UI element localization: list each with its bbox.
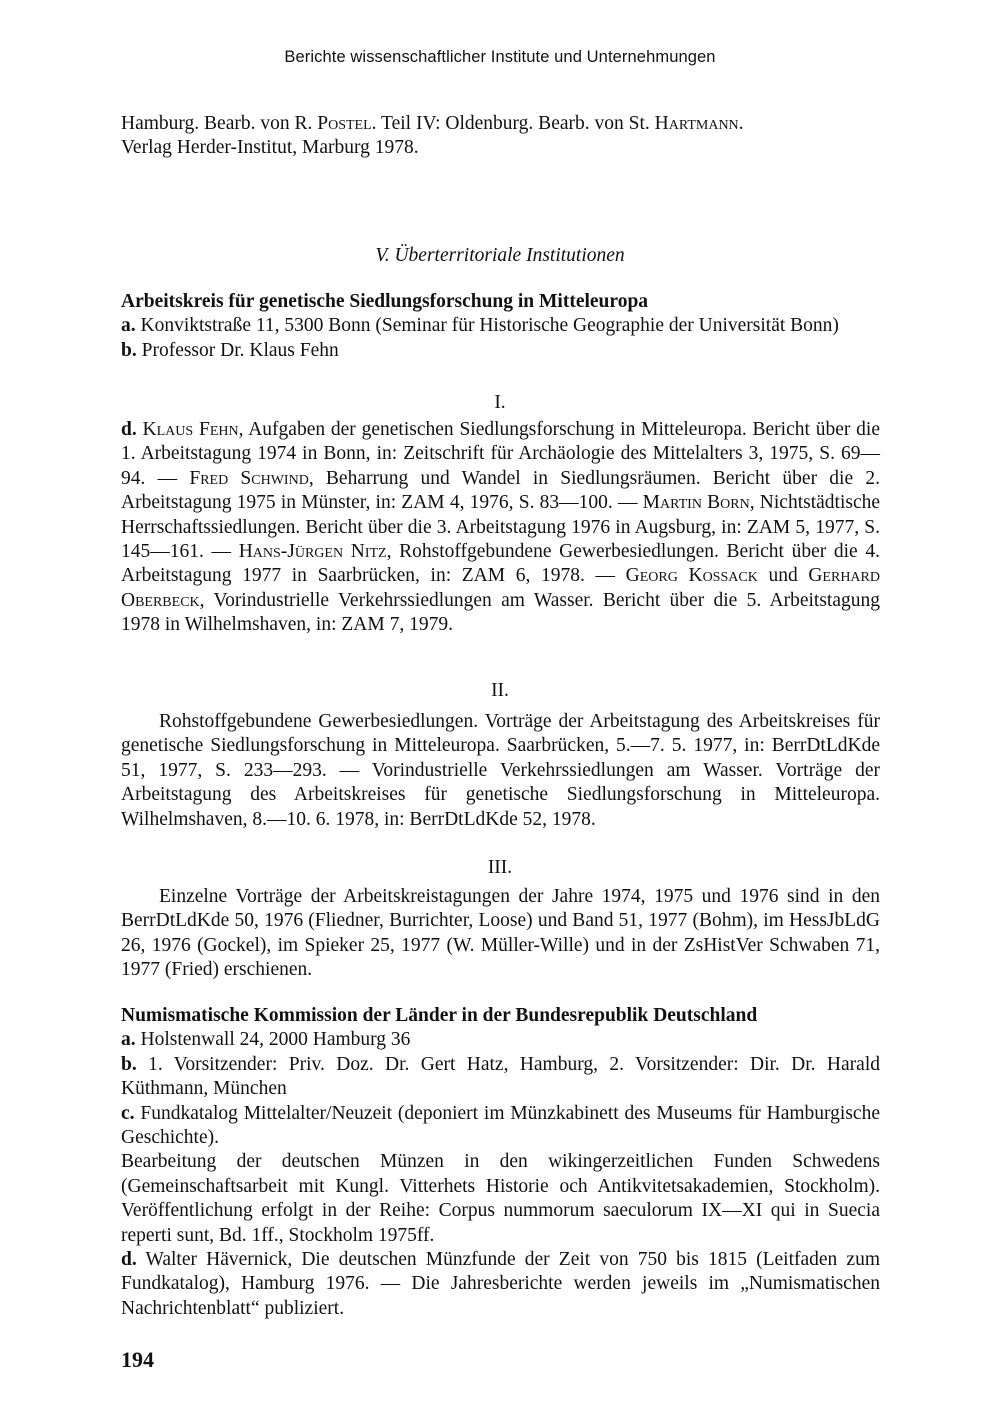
roman-numeral-ii: II. xyxy=(491,680,509,701)
roman-numeral-iii: III. xyxy=(487,857,513,878)
author-name: Postel xyxy=(317,113,372,134)
author-name: Klaus Fehn xyxy=(142,419,239,440)
org1-block xyxy=(121,290,880,363)
org2-block xyxy=(121,1004,880,1321)
author-name: Georg Kossack xyxy=(625,565,758,587)
org1-item-a: a. Konviktstraße 11, 5300 Bonn (Seminar für Historische Geographie der Universität Bonn) xyxy=(121,315,839,337)
author-name: Hartmann xyxy=(654,113,739,134)
org1-heading: Arbeitskreis für genetische Siedlungsforschung in Mitteleuropa xyxy=(121,291,649,312)
org2-item-c-continued: Bearbeitung der deutschen Münzen in den wikingerzeitlichen Funden Schwedens (Gemeinschaftsarbeit mit Kungl. Vitterhets Historie och Antikvitetsakademien, Stockholm). Veröffentlichung erfolgt in der Reihe: Corpus nummorum saeculorum IX—XI qui in Suecia reperti sunt, Bd. 1ff., Stockholm 1975ff. xyxy=(121,1151,880,1246)
org2-item-a: a. Holstenwall 24, 2000 Hamburg 36 xyxy=(121,1029,411,1051)
org1-item-d: d. Klaus Fehn, Aufgaben der genetischen Siedlungsforschung in Mitteleuropa. Bericht über die 1. Arbeitstagung 1974 in Bonn, in: Zeitschrift für Archäologie des Mittelalters 3, 1975, S. 69—94. — Fred Schwind, Beharrung und Wandel in Siedlungsräumen. Bericht über die 2. Arbeitstagung 1975 in Münster, in: ZAM 4, 1976, S. 83—100. — Martin Born, Nichtstädtische Herrschaftssiedlungen. Bericht über die 3. Arbeitstagung 1976 in Augsburg, in: ZAM 5, 1977, S. 145—161. — Hans-Jürgen Nitz, Rohstoffgebundene Gewerbesiedlungen. Bericht über die 4. Arbeitstagung 1977 in Saarbrücken, in: ZAM 6, 1978. — Georg Kossack und Gerhard Oberbeck, Vorindustrielle Verkehrssiedlungen am Wasser. Bericht über die 5. Arbeitstagung 1978 in Wilhelmshaven, in: ZAM 7, 1979. xyxy=(121,419,881,636)
author-name: Fred Schwind xyxy=(189,467,309,489)
roman-numeral-i: I. xyxy=(494,392,506,413)
org2-item-c: c. Fundkatalog Mittelalter/Neuzeit (deponiert im Münzkabinett des Museums für Hamburgische Geschichte). xyxy=(121,1102,880,1149)
org1-item-b: b. Professor Dr. Klaus Fehn xyxy=(121,339,339,361)
org2-item-d: d. Walter Hävernick, Die deutschen Münzfunde der Zeit von 750 bis 1815 (Leitfaden zum Fundkatalog), Hamburg 1976. — Die Jahresberichte werden jeweils im „Numismatischen Nachrichtenblatt“ publiziert. xyxy=(121,1249,880,1319)
org1-para3: Einzelne Vorträge der Arbeitskreistagungen der Jahre 1974, 1975 und 1976 sind in den BerrDtLdKde 50, 1976 (Fliedner, Burrichter, Loose) und Band 51, 1977 (Bohm), im HessJbLdG 26, 1976 (Gockel), im Spieker 25, 1977 (W. Müller-Wille) und in der ZsHistVer Schwaben 71, 1977 (Fried) erschienen. xyxy=(121,886,880,981)
author-name: Martin Born xyxy=(642,492,750,514)
top-entry xyxy=(121,112,880,161)
org2-item-b: b. 1. Vorsitzender: Priv. Doz. Dr. Gert Hatz, Hamburg, 2. Vorsitzender: Dir. Dr. Harald Küthmann, München xyxy=(121,1053,880,1100)
page-number: 194 xyxy=(121,1347,154,1372)
author-name: Gerhard Oberbeck xyxy=(121,565,880,611)
top-entry-line1: Hamburg. Bearb. von R. Postel. Teil IV: Oldenburg. Bearb. von St. Hartmann. xyxy=(121,113,744,134)
section-title: V. Überterritoriale Institutionen xyxy=(375,245,625,266)
running-head: Berichte wissenschaftlicher Institute und Unternehmungen xyxy=(284,48,716,66)
org1-para2: Rohstoffgebundene Gewerbesiedlungen. Vorträge der Arbeitstagung des Arbeitskreises für genetische Siedlungsforschung in Mitteleuropa. Saarbrücken, 5.—7. 5. 1977, in: BerrDtLdKde 51, 1977, S. 233—293. — Vorindustrielle Verkehrssiedlungen am Wasser. Vorträge der Arbeitstagung des Arbeitskreises für genetische Siedlungsforschung in Mitteleuropa. Wilhelmshaven, 8.—10. 6. 1978, in: BerrDtLdKde 52, 1978. xyxy=(121,711,880,830)
top-entry-line2: Verlag Herder-Institut, Marburg 1978. xyxy=(121,137,419,159)
org2-heading: Numismatische Kommission der Länder in der Bundesrepublik Deutschland xyxy=(121,1005,758,1026)
author-name: Hans-Jürgen Nitz xyxy=(238,541,387,563)
